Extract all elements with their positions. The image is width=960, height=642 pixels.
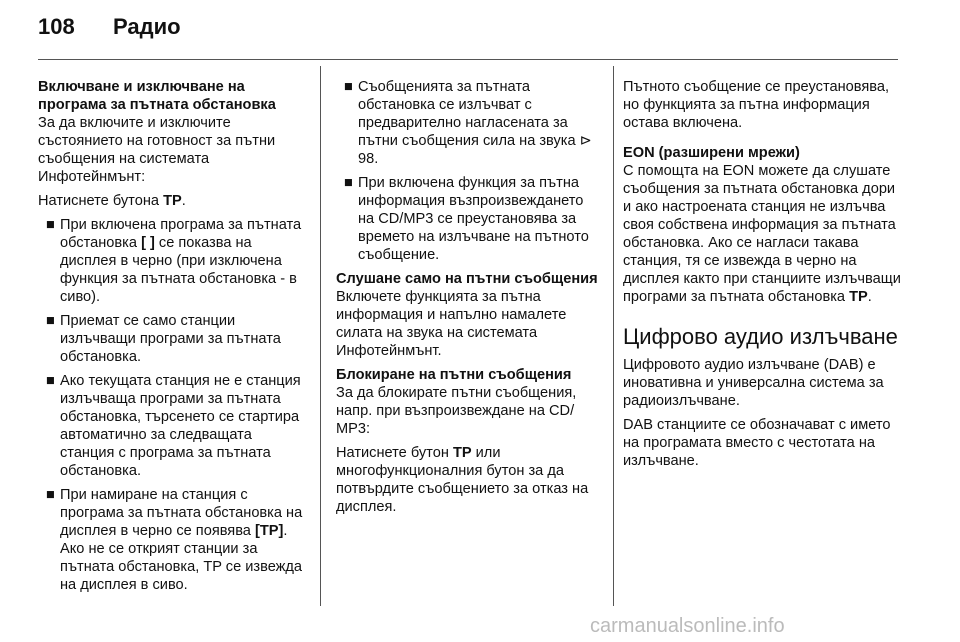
paragraph: С помощта на EON можете да слушате съобщения за пътната обстановка дори и ако настроената станция не излъчва своя собствена информация за пътната обстановка. Ако се нагласи такава станция, тя се извежда в черно на дисплея както при станциите излъчващи програми за пътната обстановка TP. — [623, 163, 901, 305]
bullet-icon: ■ — [46, 487, 55, 503]
bullet-icon: ■ — [344, 175, 353, 191]
paragraph: Натиснете бутона TP. — [38, 193, 186, 209]
subheading-traffic-only: Слушане само на пътни съобщения — [336, 271, 598, 287]
section-title: Радио — [113, 14, 181, 39]
tp-indicator-ref: [TP] — [254, 523, 284, 539]
tp-button-ref: TP — [849, 289, 868, 305]
bullet-icon: ■ — [46, 373, 55, 389]
column-2 — [336, 78, 602, 522]
subheading-traffic-program: Включване и изключване на програма за пътната обстановка — [38, 79, 276, 113]
header-divider — [38, 59, 898, 60]
paragraph: Пътното съобщение се преустановява, но функцията за пътна информация остава включена. — [623, 79, 890, 131]
paragraph: За да включите и изключите състоянието на готовност за пътни съобщения на системата Инфотейнмънт: — [38, 115, 276, 185]
tp-indicator-ref: [ ] — [141, 235, 155, 251]
paragraph: Цифровото аудио излъчване (DAB) е иновативна и универсална система за радиоизлъчване. — [623, 357, 884, 409]
tp-button-ref: TP — [452, 445, 472, 461]
column-divider-2 — [613, 66, 614, 606]
column-3 — [623, 78, 903, 476]
subheading-block-traffic: Блокиране на пътни съобщения — [336, 367, 572, 383]
paragraph: Включете функцията за пътна информация и напълно намалете силата на звука на системата Инфотейнмънт. — [336, 289, 567, 359]
paragraph: За да блокирате пътни съобщения, напр. при възпроизвеждане на CD/ MP3: — [336, 385, 577, 437]
bullet-icon: ■ — [46, 217, 55, 233]
watermark: carmanualsonline.info — [590, 615, 785, 637]
page-reference-icon: ⊳ — [579, 133, 592, 149]
list-item: ■ Съобщенията за пътната обстановка се излъчват с предварително нагласената за пътни съобщения сила на звука ⊳ 98. — [344, 79, 592, 167]
column-divider-1 — [320, 66, 321, 606]
column-1 — [38, 78, 306, 600]
list-item: ■ При включена програма за пътната обстановка [ ] се показва на дисплея в черно (при изключена функция за пътната обстановка - в сиво). — [46, 217, 302, 305]
page-number: 108 — [38, 14, 75, 39]
bullet-icon: ■ — [344, 79, 353, 95]
heading-dab: Цифрово аудио излъчване — [623, 324, 898, 349]
list-item: ■ Приемат се само станции излъчващи програми за пътната обстановка. — [46, 313, 281, 365]
paragraph: Натиснете бутон TP или многофункционалния бутон за да потвърдите съобщението за отказ на дисплея. — [336, 445, 589, 515]
bullet-icon: ■ — [46, 313, 55, 329]
tp-button-ref: TP — [163, 193, 182, 209]
paragraph: DAB станциите се обозначават с името на програмата вместо с честотата на излъчване. — [623, 417, 891, 469]
list-item: ■ Ако текущата станция не е станция излъчваща програми за пътната обстановка, търсенето се стартира автоматично за следващата станция с програма за пътната обстановка. — [46, 373, 301, 479]
list-item: ■ При включена функция за пътна информация възпроизвеждането на CD/MP3 се преустановява за времето на излъчване на пътното съобщение. — [344, 175, 589, 263]
subheading-eon: EON (разширени мрежи) — [623, 145, 800, 161]
list-item: ■ При намиране на станция с програма за пътната обстановка на дисплея в черно се появява [TP]. Ако не се открият станции за пътната обстановка, TP се извежда на дисплея в сиво. — [46, 487, 303, 593]
